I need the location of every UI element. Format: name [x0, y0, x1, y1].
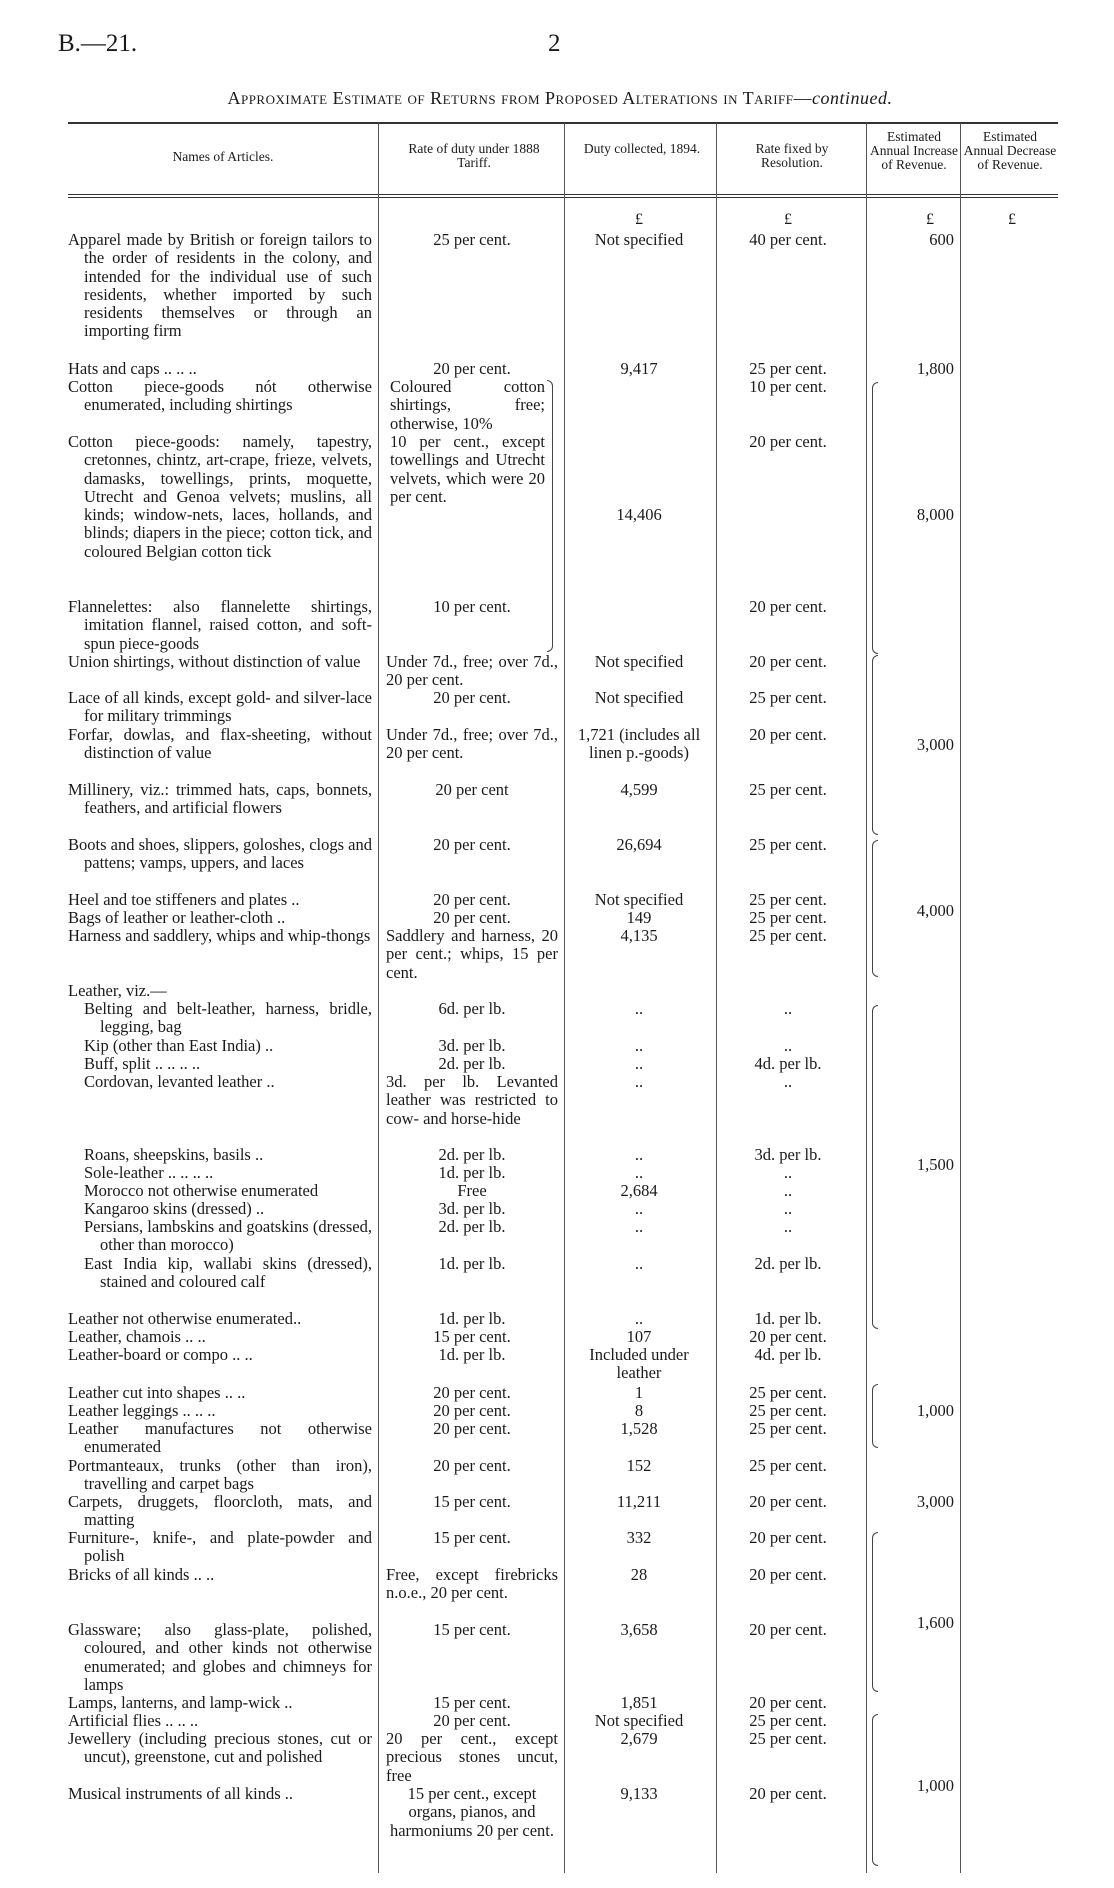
table-row-fixed: .. [783, 1217, 793, 1236]
table-row-rate: 10 per cent., except towellings and Utrecht velvets, which were 20 per cent. [390, 432, 545, 506]
table-row-duty: 4,599 [620, 780, 658, 799]
table-row-rate: Coloured cotton shirtings, free; otherwise, 10% [390, 377, 545, 433]
table-row-fixed: 25 per cent. [749, 890, 827, 909]
table-row-rate: 20 per cent. [433, 359, 511, 378]
table-row-name: Lamps, lanterns, and lamp-wick .. [68, 1693, 293, 1712]
table-row-rate: 3d. per lb. [438, 1199, 506, 1218]
table-row-fixed: 25 per cent. [749, 688, 827, 707]
table-row-rate: 20 per cent. [433, 1456, 511, 1475]
table-row-duty: 9,133 [620, 1784, 658, 1803]
table-row-fixed: 2d. per lb. [754, 1254, 822, 1273]
header-bottom-rule [68, 194, 1058, 195]
column-divider [716, 123, 717, 1873]
table-row-name: Cotton piece-goods nót otherwise enumerated, including shirtings [68, 377, 372, 415]
header-increase: Estimated Annual Increase of Revenue. [869, 129, 959, 172]
table-row-name: Furniture-, knife-, and plate-powder and polish [68, 1528, 372, 1566]
table-row-name: Belting and belt-leather, harness, bridle, legging, bag [84, 999, 372, 1037]
table-row-increase: 600 [929, 230, 954, 249]
table-row-duty: .. [634, 999, 644, 1018]
table-row-name: Persians, lambskins and goatskins (dressed, other than morocco) [84, 1217, 372, 1255]
table-row-fixed: 25 per cent. [749, 359, 827, 378]
table-row-rate: Free [457, 1181, 487, 1200]
table-row-duty: 1,851 [620, 1693, 658, 1712]
table-row-rate: Under 7d., free; over 7d., 20 per cent. [386, 725, 558, 763]
table-row-duty: .. [634, 1145, 644, 1164]
unit-duty: £ [635, 211, 643, 228]
table-row-fixed: 10 per cent. [749, 377, 827, 396]
table-row-name: Heel and toe stiffeners and plates .. [68, 890, 300, 909]
table-row-rate: 1d. per lb. [438, 1254, 506, 1273]
table-row-duty: Included under leather [589, 1345, 689, 1383]
unit-fixed: £ [784, 211, 792, 228]
table-row-name: Leather, viz.— [68, 981, 167, 1000]
increase-brace [872, 1714, 878, 1866]
table-row-rate: 20 per cent. [433, 1419, 511, 1438]
table-row-fixed: 20 per cent. [749, 432, 827, 451]
table-row-duty: .. [634, 1199, 644, 1218]
table-row-fixed: 25 per cent. [749, 1419, 827, 1438]
header-rate-fixed: Rate fixed by Resolution. [755, 141, 829, 170]
table-row-name: Sole-leather .. .. .. .. [84, 1163, 214, 1182]
table-row-rate: 25 per cent. [433, 230, 511, 249]
table-row-name: Apparel made by British or foreign tailors to the order of residents in the colony, and intended for the individual use of such residents, whether imported by such residents themselves or through an importing firm [68, 230, 372, 341]
table-row-fixed: 4d. per lb. [754, 1054, 822, 1073]
table-row-name: Kangaroo skins (dressed) .. [84, 1199, 265, 1218]
table-row-duty: .. [634, 1217, 644, 1236]
table-row-duty: 1,721 (includes all linen p.-goods) [577, 725, 701, 763]
table-row-duty: 2,684 [620, 1181, 658, 1200]
unit-decrease: £ [1008, 211, 1016, 228]
table-row-fixed: 25 per cent. [749, 1711, 827, 1730]
table-row-duty: 14,406 [616, 505, 662, 524]
table-row-fixed: 4d. per lb. [754, 1345, 822, 1364]
table-row-name: Flannelettes: also flannelette shirtings, imitation flannel, raised cotton, and soft-spun piece-goods [68, 597, 372, 653]
table-row-increase: 4,000 [916, 901, 954, 920]
table-row-rate: 20 per cent., except precious stones uncut, free [386, 1729, 558, 1785]
table-row-duty: 4,135 [620, 926, 658, 945]
table-row-rate: 20 per cent. [433, 1401, 511, 1420]
table-row-increase: 1,500 [916, 1155, 954, 1174]
table-row-name: Musical instruments of all kinds .. [68, 1784, 294, 1803]
table-row-fixed: 20 per cent. [749, 1528, 827, 1547]
table-row-rate: 15 per cent. [433, 1528, 511, 1547]
table-row-fixed: .. [783, 1163, 793, 1182]
table-top-rule [68, 122, 1058, 124]
table-row-duty: Not specified [594, 230, 684, 249]
header-bottom-rule-2 [68, 197, 1058, 198]
table-row-duty: .. [634, 1254, 644, 1273]
table-row-rate: 15 per cent. [433, 1327, 511, 1346]
table-row-name: Leather-board or compo .. .. [68, 1345, 253, 1364]
increase-brace [872, 1384, 878, 1448]
table-row-name: Cotton piece-goods: namely, tapestry, cretonnes, chintz, art-crape, frieze, velvets, damasks, towellings, prints, moquette, Utrecht and Genoa velvets; muslins, all kinds; window-nets, laces, hollands, and blinds; diapers in the piece; cotton tick, and coloured Belgian cotton tick [68, 432, 372, 561]
table-row-increase: 3,000 [916, 1492, 954, 1511]
header-duty-1894: Duty collected, 1894. [583, 141, 701, 156]
table-row-rate: 1d. per lb. [438, 1163, 506, 1182]
table-row-fixed: 25 per cent. [749, 926, 827, 945]
table-row-duty: Not specified [594, 688, 684, 707]
table-row-increase: 1,000 [916, 1776, 954, 1795]
table-row-name: Forfar, dowlas, and flax-sheeting, without distinction of value [68, 725, 372, 763]
table-row-name: Jewellery (including precious stones, cut or uncut), greenstone, cut and polished [68, 1729, 372, 1767]
table-row-fixed: 25 per cent. [749, 1383, 827, 1402]
increase-brace [872, 1532, 878, 1692]
page-title [60, 88, 1060, 109]
table-row-duty: 1,528 [620, 1419, 658, 1438]
table-row-name: Millinery, viz.: trimmed hats, caps, bonnets, feathers, and artificial flowers [68, 780, 372, 818]
table-row-name: Hats and caps .. .. .. [68, 359, 197, 378]
table-row-fixed: 25 per cent. [749, 908, 827, 927]
table-row-duty: 3,658 [620, 1620, 658, 1639]
column-divider [378, 123, 379, 1873]
table-row-fixed: 25 per cent. [749, 780, 827, 799]
table-row-rate: 15 per cent. [433, 1620, 511, 1639]
table-row-fixed: 20 per cent. [749, 725, 827, 744]
table-row-name: Boots and shoes, slippers, goloshes, clogs and pattens; vamps, uppers, and laces [68, 835, 372, 873]
table-row-duty: Not specified [594, 1711, 684, 1730]
table-row-duty: 332 [626, 1528, 652, 1547]
table-row-rate: 20 per cent [435, 780, 509, 799]
table-row-fixed: 20 per cent. [749, 1565, 827, 1584]
table-row-duty: 152 [626, 1456, 652, 1475]
table-row-fixed: 20 per cent. [749, 1492, 827, 1511]
table-row-rate: 3d. per lb. [438, 1036, 506, 1055]
table-row-fixed: 25 per cent. [749, 1456, 827, 1475]
title-suffix: continued. [812, 88, 893, 108]
table-row-fixed: 20 per cent. [749, 1693, 827, 1712]
table-row-rate: 20 per cent. [433, 1383, 511, 1402]
table-row-rate: 2d. per lb. [438, 1217, 506, 1236]
table-row-fixed: .. [783, 1181, 793, 1200]
column-divider [960, 123, 961, 1873]
table-row-rate: 15 per cent. [433, 1492, 511, 1511]
table-row-name: Leather, chamois .. .. [68, 1327, 206, 1346]
table-row-fixed: 3d. per lb. [754, 1145, 822, 1164]
table-row-fixed: .. [783, 1072, 793, 1091]
table-row-name: Bags of leather or leather-cloth .. [68, 908, 286, 927]
table-row-fixed: 25 per cent. [749, 1729, 827, 1748]
table-row-rate: 15 per cent., except organs, pianos, and harmoniums 20 per cent. [389, 1784, 555, 1840]
table-row-duty: 9,417 [620, 359, 658, 378]
table-row-name: Glassware; also glass-plate, polished, coloured, and other kinds not otherwise enumerated; and globes and chimneys for lamps [68, 1620, 372, 1694]
table-row-increase: 1,800 [916, 359, 954, 378]
table-row-duty: .. [634, 1072, 644, 1091]
table-row-rate: 20 per cent. [433, 835, 511, 854]
table-row-duty: 149 [626, 908, 652, 927]
table-row-duty: 107 [626, 1327, 652, 1346]
increase-brace [872, 655, 878, 835]
table-row-rate: 15 per cent. [433, 1693, 511, 1712]
table-row-name: Roans, sheepskins, basils .. [84, 1145, 264, 1164]
table-row-fixed: 20 per cent. [749, 597, 827, 616]
page-number: 2 [548, 30, 561, 57]
table-row-rate: 20 per cent. [433, 908, 511, 927]
table-row-rate: Under 7d., free; over 7d., 20 per cent. [386, 652, 558, 690]
table-row-name: Harness and saddlery, whips and whip-thongs [68, 926, 371, 945]
table-row-name: Bricks of all kinds .. .. [68, 1565, 215, 1584]
table-row-fixed: 20 per cent. [749, 1784, 827, 1803]
table-row-fixed: 25 per cent. [749, 1401, 827, 1420]
header-names: Names of Articles. [172, 149, 274, 164]
table-row-fixed: 1d. per lb. [754, 1309, 822, 1328]
table-row-name: Portmanteaux, trunks (other than iron), travelling and carpet bags [68, 1456, 372, 1494]
table-row-duty: .. [634, 1163, 644, 1182]
table-row-fixed: .. [783, 1199, 793, 1218]
unit-increase: £ [926, 211, 934, 228]
table-row-fixed: 20 per cent. [749, 1620, 827, 1639]
table-row-duty: 2,679 [620, 1729, 658, 1748]
table-row-name: Leather cut into shapes .. .. [68, 1383, 246, 1402]
table-row-duty: Not specified [594, 890, 684, 909]
table-row-name: Cordovan, levanted leather .. [84, 1072, 275, 1091]
table-row-name: Carpets, druggets, floorcloth, mats, and matting [68, 1492, 372, 1530]
table-row-duty: 26,694 [616, 835, 662, 854]
table-row-fixed: 25 per cent. [749, 835, 827, 854]
table-row-duty: Not specified [594, 652, 684, 671]
table-row-name: Kip (other than East India) .. [84, 1036, 274, 1055]
increase-brace [872, 1005, 878, 1329]
table-row-name: Union shirtings, without distinction of value [68, 652, 361, 671]
table-row-name: Leather leggings .. .. .. [68, 1401, 216, 1420]
increase-brace [872, 382, 878, 654]
table-row-duty: 11,211 [616, 1492, 662, 1511]
column-divider [564, 123, 565, 1873]
table-row-rate: 10 per cent. [433, 597, 511, 616]
table-row-rate: 20 per cent. [433, 688, 511, 707]
table-row-increase: 1,600 [916, 1613, 954, 1632]
table-row-duty: .. [634, 1054, 644, 1073]
header-decrease: Estimated Annual Decrease of Revenue. [963, 129, 1057, 172]
table-row-name: Lace of all kinds, except gold- and silver-lace for military trimmings [68, 688, 372, 726]
table-row-fixed: 20 per cent. [749, 652, 827, 671]
table-row-rate: 2d. per lb. [438, 1145, 506, 1164]
column-divider [866, 123, 867, 1873]
table-row-duty: .. [634, 1309, 644, 1328]
table-row-rate: 3d. per lb. Levanted leather was restricted to cow- and horse-hide [386, 1072, 558, 1128]
table-row-rate: 6d. per lb. [438, 999, 506, 1018]
table-row-rate: 20 per cent. [433, 890, 511, 909]
header-rate-1888: Rate of duty under 1888 Tariff. [408, 141, 540, 170]
table-row-name: Artificial flies .. .. .. [68, 1711, 199, 1730]
table-row-duty: .. [634, 1036, 644, 1055]
table-row-increase: 1,000 [916, 1401, 954, 1420]
table-row-rate: Free, except firebricks n.o.e., 20 per cent. [386, 1565, 558, 1603]
table-row-duty: 8 [634, 1401, 644, 1420]
table-row-fixed: .. [783, 999, 793, 1018]
table-row-name: Leather not otherwise enumerated.. [68, 1309, 302, 1328]
table-row-rate: 1d. per lb. [438, 1345, 506, 1364]
table-row-name: East India kip, wallabi skins (dressed), stained and coloured calf [84, 1254, 372, 1292]
table-row-rate: 2d. per lb. [438, 1054, 506, 1073]
table-row-name: Morocco not otherwise enumerated [84, 1181, 319, 1200]
table-row-rate: Saddlery and harness, 20 per cent.; whips, 15 per cent. [386, 926, 558, 982]
table-row-duty: 28 [630, 1565, 648, 1584]
table-row-fixed: 20 per cent. [749, 1327, 827, 1346]
table-row-rate: 20 per cent. [433, 1711, 511, 1730]
increase-brace [872, 840, 878, 977]
title-main: Approximate Estimate of Returns from Proposed Alterations in Tariff— [227, 88, 813, 108]
page-reference: B.—21. [58, 30, 138, 57]
table-row-name: Buff, split .. .. .. .. [84, 1054, 201, 1073]
table-row-name: Leather manufactures not otherwise enumerated [68, 1419, 372, 1457]
table-row-increase: 3,000 [916, 735, 954, 754]
table-row-increase: 8,000 [916, 505, 954, 524]
rate-brace [547, 380, 553, 652]
table-row-fixed: .. [783, 1036, 793, 1055]
table-row-fixed: 40 per cent. [749, 230, 827, 249]
table-row-rate: 1d. per lb. [438, 1309, 506, 1328]
table-row-duty: 1 [634, 1383, 644, 1402]
